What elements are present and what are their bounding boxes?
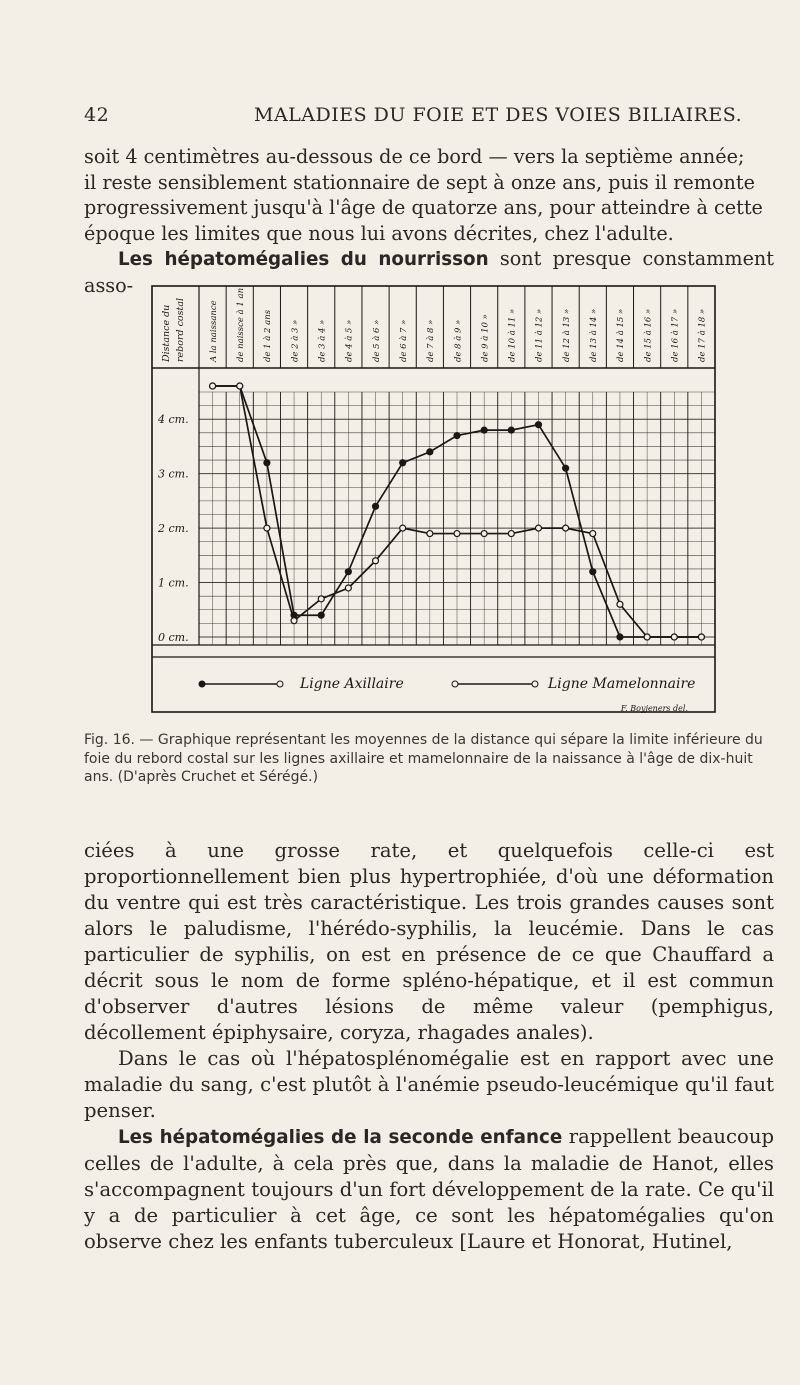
column-header: de 14 à 15 » (616, 308, 627, 362)
data-point (590, 569, 596, 575)
legend-axillaire-marker (199, 681, 205, 687)
data-point (508, 531, 514, 537)
figure-label: Fig. 16. (84, 732, 135, 748)
liver-distance-chart (150, 284, 725, 716)
legend-axillaire-label: Ligne Axillaire (300, 676, 404, 692)
data-point (563, 465, 569, 471)
text-line: il reste sensiblement stationnaire de sept à onze ans, puis il remonte (84, 170, 755, 194)
data-point (508, 427, 514, 433)
column-header: de 2 à 3 » (290, 319, 301, 362)
column-header: de 15 à 16 » (643, 308, 654, 362)
data-point (400, 525, 406, 531)
y-tick-label: 2 cm. (158, 522, 189, 536)
legend-mamelonnaire-end (532, 681, 538, 687)
data-point (237, 383, 243, 389)
paragraph (84, 1124, 774, 1255)
data-point (345, 569, 351, 575)
paragraph: Dans le cas où l'hépatosplénomégalie est en rapport avec une maladie du sang, c'est plutôt à l'anémie pseudo-leucémique qu'il faut penser. (84, 1047, 774, 1122)
column-header: de 8 à 9 » (453, 319, 464, 362)
data-point (644, 634, 650, 640)
legend-axillaire-end (277, 681, 283, 687)
column-header: de 13 à 14 » (589, 308, 600, 362)
header-distance: Distance du (161, 304, 172, 362)
text-run: sont presque constamment asso- (84, 247, 774, 297)
data-point (590, 531, 596, 537)
column-header: de 16 à 17 » (670, 308, 681, 362)
data-point (264, 460, 270, 466)
data-point (373, 503, 379, 509)
column-header: de 3 à 4 » (317, 319, 328, 362)
data-point (617, 601, 623, 607)
y-tick-label: 3 cm. (158, 467, 189, 481)
section-lead: Les hépatomégalies du nourrisson (118, 249, 489, 270)
data-point (427, 449, 433, 455)
column-header: de 4 à 5 » (344, 319, 355, 362)
column-header: de 1 à 2 ans (263, 309, 274, 362)
column-header: de 6 à 7 » (398, 319, 409, 362)
paragraph: ciées à une grosse rate, et quelquefois celle-ci est proportionnellement bien plus hypertrophiée, d'où une déformation du ventre qui est très caractéristique. Les trois grandes causes sont alors le paludisme, l'hérédo-syphilis, la leucémie. Dans le cas particulier de syphilis, on est en présence de ce que Chauffard a décrit sous le nom de forme spléno-hépatique, et il est commun d'observer d'autres lésions de même valeur (pemphigus, décollement épiphysaire, coryza, rhagades anales). (84, 839, 774, 1044)
caption-text: — Graphique représentant les moyennes de la distance qui sépare la limite inférieure du foie du rebord costal sur les lignes axillaire et mamelonnaire de la naissance à l'âge de dix-huit ans. (D'après Cruchet et Sérégé.) (84, 732, 763, 785)
column-header: de 5 à 6 » (371, 319, 382, 362)
header-rebord: rebord costal (175, 297, 186, 362)
column-header: de 17 à 18 » (697, 308, 708, 362)
data-point (454, 531, 460, 537)
legend-mamelonnaire-marker (452, 681, 458, 687)
data-point (345, 585, 351, 591)
engraver-signature: F. Boyjeners del. (620, 704, 688, 713)
data-point (427, 531, 433, 537)
paragraph-top (84, 144, 774, 298)
data-point (481, 531, 487, 537)
y-tick-label: 4 cm. (158, 413, 189, 427)
column-header: A la naissance (208, 300, 219, 362)
data-point (400, 460, 406, 466)
column-header: de naissce à 1 an (235, 287, 246, 362)
y-tick-label: 0 cm. (158, 631, 189, 644)
data-point (481, 427, 487, 433)
text-line: progressivement jusqu'à l'âge de quatorze ans, pour atteindre à cette (84, 196, 763, 219)
column-header: de 7 à 8 » (426, 319, 437, 362)
data-point (454, 433, 460, 439)
data-point (698, 634, 704, 640)
data-point (617, 634, 623, 640)
column-header: de 9 à 10 » (480, 314, 491, 362)
data-point (318, 612, 324, 618)
y-tick-label: 1 cm. (158, 576, 189, 590)
data-point (563, 525, 569, 531)
paragraph-bottom (84, 838, 774, 1255)
data-point (264, 525, 270, 531)
figure-chart (150, 284, 725, 716)
data-point (373, 558, 379, 564)
page-number: 42 (84, 104, 110, 126)
data-point (535, 525, 541, 531)
data-point (291, 618, 297, 624)
column-header: de 10 à 11 » (507, 308, 518, 362)
data-point (535, 422, 541, 428)
text-line: soit 4 centimètres au-dessous de ce bord — vers la septième année; (84, 145, 745, 168)
column-header: de 12 à 13 » (561, 308, 572, 362)
text-line: époque les limites que nous lui avons décrites, chez l'adulte. (84, 221, 674, 245)
legend-mamelonnaire-label: Ligne Mamelonnaire (548, 676, 696, 692)
column-header: de 11 à 12 » (534, 308, 545, 362)
data-point (671, 634, 677, 640)
running-title: MALADIES DU FOIE ET DES VOIES BILIAIRES. (254, 104, 743, 126)
figure-caption (84, 731, 774, 787)
section-lead: Les hépatomégalies de la seconde enfance (118, 1127, 563, 1148)
text-run: rappellent beaucoup celles de l'adulte, à cela près que, dans la maladie de Hanot, elles s'accompagnent toujours d'un fort développement de la rate. Ce qu'il y a de particulier à cet âge, ce sont les hépatomégalies qu'on observe chez les enfants tuberculeux [Laure et Honorat, Hutinel, (84, 1125, 774, 1253)
data-point (210, 383, 216, 389)
data-point (318, 596, 324, 602)
